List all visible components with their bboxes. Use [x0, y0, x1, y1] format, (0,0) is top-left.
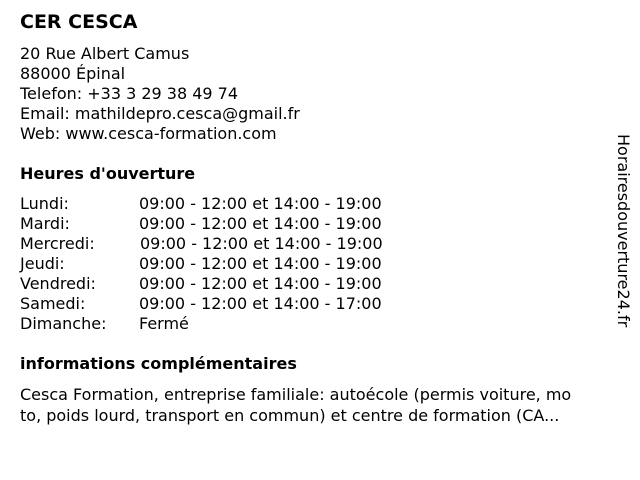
hours-table [20, 194, 440, 334]
phone-line: Telefon: +33 3 29 38 49 74 [20, 84, 239, 103]
day-hours: 09:00 - 12:00 et 14:00 - 19:00 [139, 274, 382, 293]
info-heading: informations complémentaires [20, 354, 297, 373]
hours-row-mercredi [20, 234, 440, 254]
day-hours: 09:00 - 12:00 et 14:00 - 17:00 [139, 294, 382, 313]
day-label: Jeudi: [20, 254, 65, 273]
hours-row-dimanche [20, 314, 440, 334]
hours-row-jeudi [20, 254, 440, 274]
info-description [20, 384, 628, 426]
day-hours: 09:00 - 12:00 et 14:00 - 19:00 [139, 214, 382, 233]
hours-heading: Heures d'ouverture [20, 164, 196, 183]
address-city: 88000 Épinal [20, 64, 126, 83]
hours-row-vendredi [20, 274, 440, 294]
web-line: Web: www.cesca-formation.com [20, 124, 277, 143]
day-hours: Fermé [139, 314, 189, 333]
contact-block [20, 44, 300, 144]
day-hours: 09:00 - 12:00 et 14:00 - 19:00 [139, 254, 382, 273]
day-label: Samedi: [20, 294, 86, 313]
info-line-2: to, poids lourd, transport en commun) et centre de formation (CA... [20, 406, 560, 425]
address-street: 20 Rue Albert Camus [20, 44, 190, 63]
business-name: CER CESCA [20, 11, 138, 33]
hours-row-samedi [20, 294, 440, 314]
day-label: Mardi: [20, 214, 70, 233]
email-line: Email: mathildepro.cesca@gmail.fr [20, 104, 300, 123]
day-hours: 09:00 - 12:00 et 14:00 - 19:00 [140, 234, 383, 253]
info-line-1: Cesca Formation, entreprise familiale: autoécole (permis voiture, mo [20, 385, 572, 404]
day-label: Lundi: [20, 194, 69, 213]
watermark-text: Horairesdouverture24.fr [614, 134, 633, 328]
site-watermark [612, 134, 634, 344]
day-label: Dimanche: [20, 314, 107, 333]
hours-row-mardi [20, 214, 440, 234]
day-hours: 09:00 - 12:00 et 14:00 - 19:00 [139, 194, 382, 213]
day-label: Mercredi: [20, 234, 95, 253]
day-label: Vendredi: [20, 274, 96, 293]
hours-row-lundi [20, 194, 440, 214]
